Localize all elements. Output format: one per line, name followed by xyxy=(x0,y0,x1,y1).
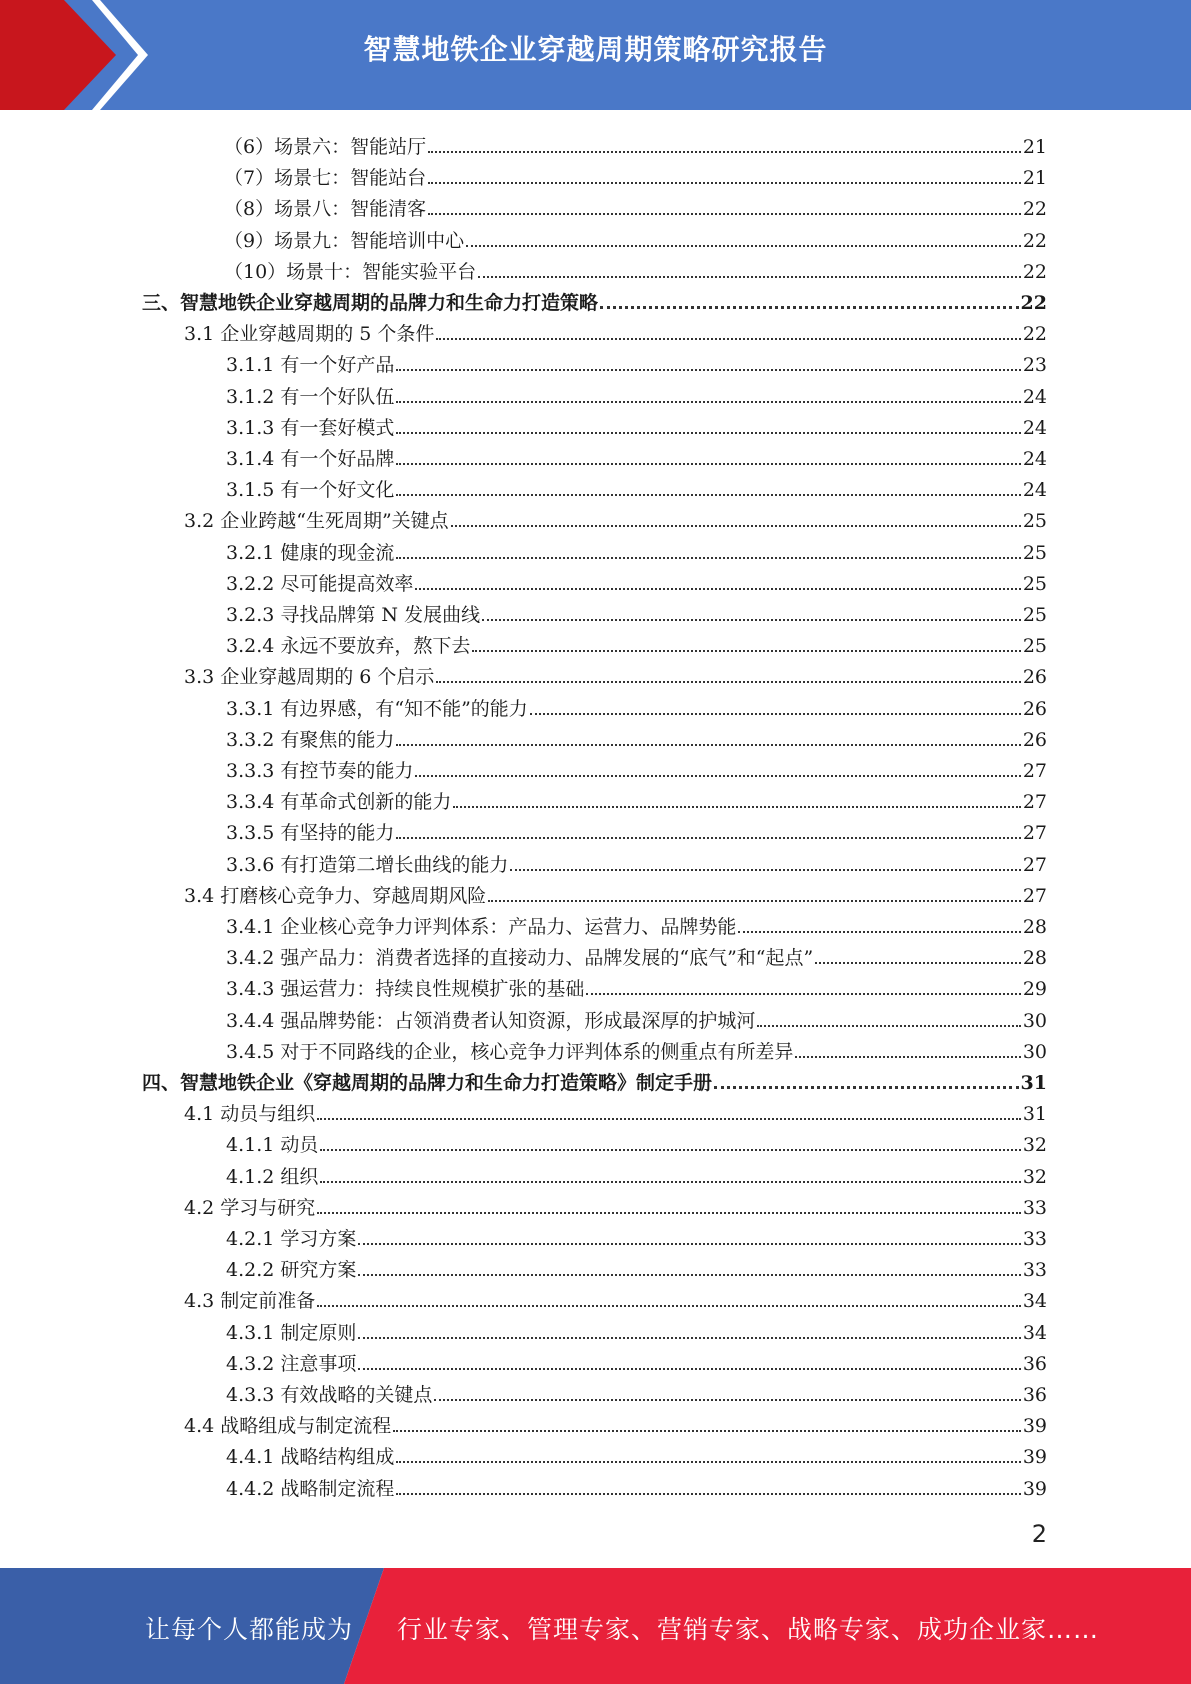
toc-entry-page: 28 xyxy=(1022,916,1047,938)
toc-leader-dots xyxy=(396,369,1020,371)
toc-entry-page: 25 xyxy=(1022,541,1047,564)
toc-entry-page: 23 xyxy=(1022,354,1047,377)
toc-entry-title: 3.2.3 寻找品牌第 N 发展曲线 xyxy=(226,604,481,626)
toc-entry-title: 3.1.4 有一个好品牌 xyxy=(226,448,395,470)
toc-leader-dots xyxy=(396,837,1020,839)
toc-entry-title: 四、智慧地铁企业《穿越周期的品牌力和生命力打造策略》制定手册 xyxy=(142,1072,713,1094)
toc-leader-dots xyxy=(396,401,1020,403)
toc-entry[interactable] xyxy=(226,626,1047,657)
toc-leader-dots xyxy=(600,306,1019,309)
toc-entry-page: 30 xyxy=(1022,1040,1047,1063)
toc-entry[interactable] xyxy=(184,1188,1047,1219)
toc-entry-title: 3.4.5 对于不同路线的企业，核心竞争力评判体系的侧重点有所差异 xyxy=(226,1040,794,1063)
toc-leader-dots xyxy=(466,245,1021,247)
toc-entry[interactable] xyxy=(226,1125,1047,1156)
toc-leader-dots xyxy=(472,650,1020,652)
toc-leader-dots xyxy=(795,1056,1020,1058)
toc-entry-title: 3.1.3 有一套好模式 xyxy=(226,416,395,439)
toc-entry[interactable] xyxy=(226,1313,1047,1344)
toc-entry[interactable] xyxy=(184,657,1047,688)
toc-entry-title: 4.2.2 研究方案 xyxy=(226,1259,357,1282)
toc-entry[interactable] xyxy=(184,876,1047,907)
toc-leader-dots xyxy=(428,182,1021,184)
toc-leader-dots xyxy=(317,1118,1021,1120)
header-banner xyxy=(0,0,1191,110)
toc-entry-title: 4.1 动员与组织 xyxy=(184,1103,316,1126)
toc-leader-dots xyxy=(415,775,1020,777)
toc-leader-dots xyxy=(396,1493,1020,1495)
toc-entry[interactable] xyxy=(226,408,1047,439)
toc-entry-page: 28 xyxy=(1022,947,1047,970)
toc-entry-page: 22 xyxy=(1022,198,1047,221)
toc-entry-title: 4.2 学习与研究 xyxy=(184,1196,316,1219)
toc-entry[interactable] xyxy=(226,1375,1047,1406)
toc-entry[interactable] xyxy=(226,720,1047,751)
toc-entry-page: 25 xyxy=(1022,635,1047,658)
toc-entry-title: 3.4.3 强运营力：持续良性规模扩张的基础 xyxy=(226,978,585,1001)
toc-entry-title: 3.3 企业穿越周期的 6 个启示 xyxy=(184,666,435,689)
footer-slogan-right: 行业专家、管理专家、营销专家、战略专家、成功企业家…… xyxy=(397,1615,1100,1644)
toc-entry-page: 39 xyxy=(1022,1446,1047,1469)
toc-entry-page: 27 xyxy=(1022,791,1047,814)
toc-leader-dots xyxy=(530,713,1021,715)
toc-entry-page: 24 xyxy=(1022,448,1047,470)
toc-entry-page: 33 xyxy=(1022,1196,1047,1219)
toc-leader-dots xyxy=(478,276,1021,278)
toc-entry-title: 4.3.3 有效战略的关键点 xyxy=(226,1384,433,1406)
toc-entry-page: 31 xyxy=(1022,1103,1047,1126)
toc-leader-dots xyxy=(320,1149,1020,1151)
toc-entry[interactable] xyxy=(226,1157,1047,1188)
toc-entry[interactable] xyxy=(184,1406,1047,1437)
toc-leader-dots xyxy=(453,806,1020,808)
toc-entry-page: 22 xyxy=(1022,260,1047,283)
toc-entry-page: 33 xyxy=(1022,1259,1047,1282)
toc-entry-title: 4.4.2 战略制定流程 xyxy=(226,1477,395,1500)
toc-entry-title: 3.1 企业穿越周期的 5 个条件 xyxy=(184,323,435,346)
toc-entry-page: 27 xyxy=(1022,853,1047,876)
toc-entry-page: 33 xyxy=(1022,1228,1047,1250)
toc-entry-page: 24 xyxy=(1022,385,1047,408)
toc-leader-dots xyxy=(436,681,1020,683)
toc-leader-dots xyxy=(482,619,1021,621)
toc-entry[interactable] xyxy=(226,1469,1047,1500)
toc-entry-page: 26 xyxy=(1022,666,1047,689)
report-title: 智慧地铁企业穿越周期策略研究报告 xyxy=(363,33,828,66)
toc-entry-title: 3.4.1 企业核心竞争力评判体系：产品力、运营力、品牌势能 xyxy=(226,916,737,938)
toc-entry[interactable] xyxy=(184,501,1047,532)
toc-entry-page: 36 xyxy=(1022,1384,1047,1406)
toc-leader-dots xyxy=(320,1181,1020,1183)
toc-entry-page: 25 xyxy=(1022,604,1047,626)
toc-entry-page: 21 xyxy=(1022,136,1047,158)
toc-leader-dots xyxy=(317,1212,1021,1214)
toc-entry-title: 4.3 制定前准备 xyxy=(184,1290,316,1313)
toc-leader-dots xyxy=(714,1086,1019,1089)
toc-entry-title: 3.1.1 有一个好产品 xyxy=(226,354,395,377)
toc-entry-page: 24 xyxy=(1022,416,1047,439)
toc-leader-dots xyxy=(396,494,1020,496)
toc-entry-page: 29 xyxy=(1022,978,1047,1001)
toc-entry-title: （8）场景八：智能清客 xyxy=(224,198,427,221)
page-number: 2 xyxy=(1031,1520,1047,1548)
toc-entry-title: 4.1.2 组织 xyxy=(226,1165,319,1188)
toc-leader-dots xyxy=(396,432,1020,434)
toc-entry-page: 22 xyxy=(1022,229,1047,252)
toc-entry-title: 3.3.3 有控节奏的能力 xyxy=(226,760,414,782)
toc-leader-dots xyxy=(436,338,1020,340)
toc-leader-dots xyxy=(358,1368,1020,1370)
toc-entry[interactable] xyxy=(226,782,1047,813)
toc-entry-page: 31 xyxy=(1020,1072,1047,1094)
toc-entry-title: 3.4.2 强产品力：消费者选择的直接动力、品牌发展的“底气”和“起点” xyxy=(226,947,814,970)
toc-entry-title: 4.2.1 学习方案 xyxy=(226,1228,357,1250)
toc-entry-page: 30 xyxy=(1022,1009,1047,1032)
toc-leader-dots xyxy=(393,1430,1021,1432)
toc-entry-page: 34 xyxy=(1022,1321,1047,1344)
toc-entry-page: 24 xyxy=(1022,479,1047,502)
toc-entry-title: （10）场景十：智能实验平台 xyxy=(224,260,477,283)
toc-entry[interactable] xyxy=(226,813,1047,844)
toc-entry[interactable] xyxy=(226,533,1047,564)
toc-entry[interactable] xyxy=(226,938,1047,969)
toc-entry-page: 22 xyxy=(1020,292,1047,314)
toc-entry-title: 3.3.2 有聚焦的能力 xyxy=(226,728,395,751)
toc-leader-dots xyxy=(396,557,1020,559)
toc-entry-title: 4.4 战略组成与制定流程 xyxy=(184,1415,392,1438)
toc-leader-dots xyxy=(396,744,1020,746)
toc-entry[interactable] xyxy=(142,283,1047,314)
toc-entry[interactable] xyxy=(142,1063,1047,1094)
toc-entry[interactable] xyxy=(226,1344,1047,1375)
toc-entry[interactable] xyxy=(226,1001,1047,1032)
toc-entry-page: 34 xyxy=(1022,1290,1047,1313)
toc-entry[interactable] xyxy=(226,595,1047,626)
toc-leader-dots xyxy=(586,993,1020,995)
toc-entry[interactable] xyxy=(226,377,1047,408)
toc-leader-dots xyxy=(451,525,1021,527)
toc-entry-page: 39 xyxy=(1022,1477,1047,1500)
toc-leader-dots xyxy=(815,962,1021,964)
toc-entry[interactable] xyxy=(226,439,1047,470)
toc-entry[interactable] xyxy=(184,314,1047,345)
toc-leader-dots xyxy=(738,931,1020,933)
toc-entry-title: 3.3.1 有边界感，有“知不能”的能力 xyxy=(226,697,528,720)
toc-entry-page: 36 xyxy=(1022,1352,1047,1375)
toc-leader-dots xyxy=(317,1305,1021,1307)
toc-entry[interactable] xyxy=(226,907,1047,938)
toc-entry-title: 4.3.2 注意事项 xyxy=(226,1352,357,1375)
toc-entry[interactable] xyxy=(226,1032,1047,1063)
toc-entry[interactable] xyxy=(184,1281,1047,1312)
toc-entry[interactable] xyxy=(226,564,1047,595)
toc-entry[interactable] xyxy=(224,189,1047,220)
toc-entry-title: 3.4.4 强品牌势能：占领消费者认知资源，形成最深厚的护城河 xyxy=(226,1009,756,1032)
toc-entry[interactable] xyxy=(226,345,1047,376)
toc-entry-page: 22 xyxy=(1022,323,1047,346)
toc-entry[interactable] xyxy=(226,969,1047,1000)
toc-entry-title: （6）场景六：智能站厅 xyxy=(224,136,427,158)
toc-entry-title: 3.2.1 健康的现金流 xyxy=(226,541,395,564)
toc-entry-title: 3.1.2 有一个好队伍 xyxy=(226,385,395,408)
toc-leader-dots xyxy=(396,463,1020,465)
toc-entry-title: （7）场景七：智能站台 xyxy=(224,167,427,190)
toc-entry[interactable] xyxy=(224,127,1047,158)
toc-entry[interactable] xyxy=(226,845,1047,876)
toc-entry-title: 4.1.1 动员 xyxy=(226,1134,319,1157)
toc-entry-page: 39 xyxy=(1022,1415,1047,1438)
toc-leader-dots xyxy=(428,213,1021,215)
toc-entry-title: 3.3.6 有打造第二增长曲线的能力 xyxy=(226,853,509,876)
toc-entry-page: 21 xyxy=(1022,167,1047,190)
toc-entry-page: 32 xyxy=(1022,1165,1047,1188)
toc-entry-page: 27 xyxy=(1022,884,1047,907)
toc-entry-page: 25 xyxy=(1022,572,1047,595)
toc-leader-dots xyxy=(358,1243,1020,1245)
toc-entry-page: 26 xyxy=(1022,697,1047,720)
toc-entry-title: 三、智慧地铁企业穿越周期的品牌力和生命力打造策略 xyxy=(142,292,599,314)
toc-leader-dots xyxy=(358,1274,1020,1276)
toc-entry-title: 3.2 企业跨越“生死周期”关键点 xyxy=(184,510,449,533)
toc-entry[interactable] xyxy=(226,470,1047,501)
toc-entry-title: 4.4.1 战略结构组成 xyxy=(226,1446,395,1469)
toc-leader-dots xyxy=(434,1399,1020,1401)
toc-entry-title: 3.2.4 永远不要放弃，熬下去 xyxy=(226,635,471,658)
footer-slogan-left: 让每个人都能成为 xyxy=(145,1615,354,1644)
toc-entry-page: 32 xyxy=(1022,1134,1047,1157)
toc-entry-page: 27 xyxy=(1022,760,1047,782)
toc-entry[interactable] xyxy=(226,1250,1047,1281)
toc-entry-title: 3.3.5 有坚持的能力 xyxy=(226,822,395,845)
toc-entry[interactable] xyxy=(224,158,1047,189)
toc-entry-title: 3.2.2 尽可能提高效率 xyxy=(226,572,414,595)
toc-entry[interactable] xyxy=(226,751,1047,782)
toc-leader-dots xyxy=(358,1337,1020,1339)
toc-entry-page: 26 xyxy=(1022,728,1047,751)
toc-leader-dots xyxy=(510,869,1020,871)
toc-entry-title: 3.3.4 有革命式创新的能力 xyxy=(226,791,452,814)
toc-entry[interactable] xyxy=(224,252,1047,283)
toc-entry[interactable] xyxy=(226,1437,1047,1468)
toc-entry-title: （9）场景九：智能培训中心 xyxy=(224,229,465,252)
toc-entry[interactable] xyxy=(224,221,1047,252)
toc-entry-title: 3.4 打磨核心竞争力、穿越周期风险 xyxy=(184,884,487,907)
toc-entry[interactable] xyxy=(226,689,1047,720)
toc-entry-page: 25 xyxy=(1022,510,1047,533)
toc-entry-title: 4.3.1 制定原则 xyxy=(226,1321,357,1344)
toc-entry-title: 3.1.5 有一个好文化 xyxy=(226,479,395,502)
toc-leader-dots xyxy=(488,900,1021,902)
toc-leader-dots xyxy=(757,1025,1020,1027)
toc-leader-dots xyxy=(396,1461,1020,1463)
toc-entry-page: 27 xyxy=(1022,822,1047,845)
toc-entry[interactable] xyxy=(226,1219,1047,1250)
toc-entry[interactable] xyxy=(184,1094,1047,1125)
toc-leader-dots xyxy=(415,588,1020,590)
toc-leader-dots xyxy=(428,151,1021,153)
